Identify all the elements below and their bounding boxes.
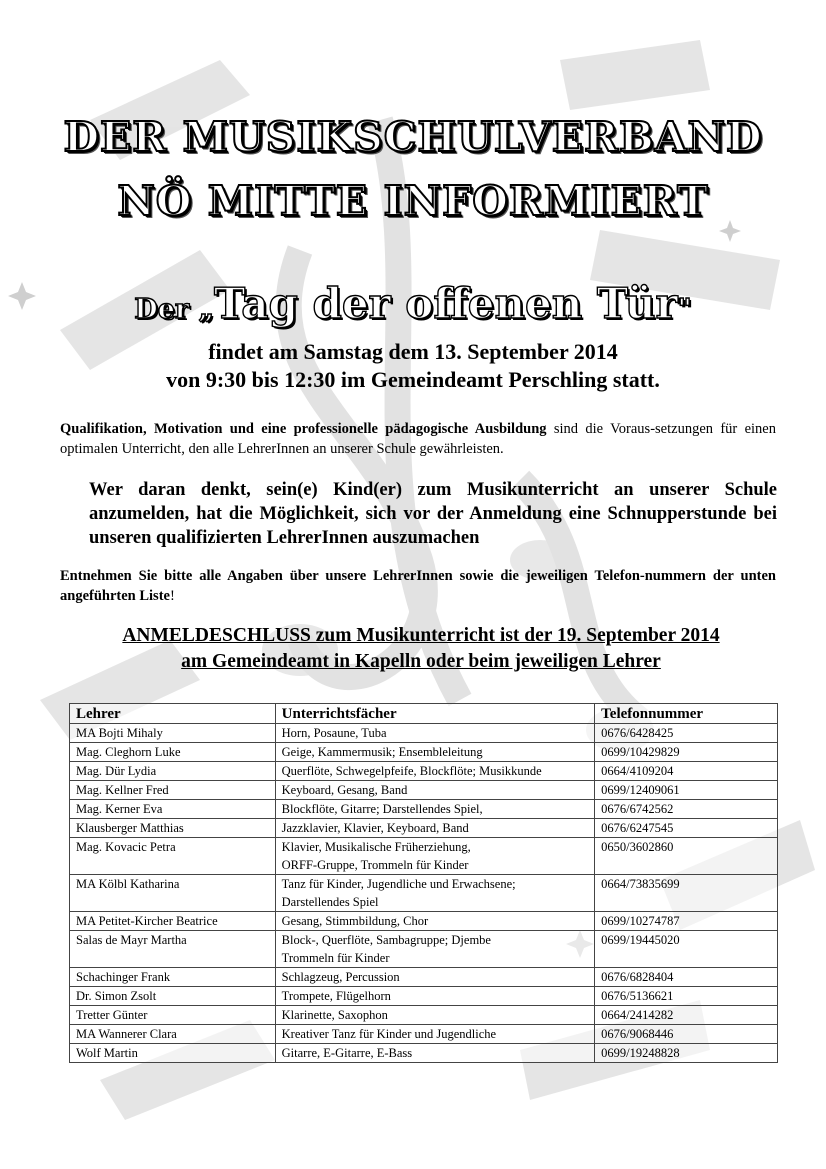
teacher-phone: 0699/19248828 bbox=[595, 1044, 778, 1063]
info-end: ! bbox=[169, 588, 175, 604]
teacher-subjects bbox=[275, 1044, 595, 1063]
teacher-phone: 0676/6247545 bbox=[595, 819, 778, 838]
table-row bbox=[70, 800, 778, 819]
teacher-name: Schachinger Frank bbox=[70, 968, 276, 987]
teacher-phone: 0676/6828404 bbox=[595, 968, 778, 987]
event-prefix: Der „ bbox=[134, 294, 215, 325]
teacher-phone: 0664/73835699 bbox=[595, 875, 778, 912]
teacher-name: Tretter Günter bbox=[70, 1006, 276, 1025]
subject-line: Blockflöte, Gitarre; Darstellendes Spiel, bbox=[281, 802, 483, 816]
intro-paragraph bbox=[60, 419, 776, 459]
info-text: Entnehmen Sie bitte alle Angaben über unsere LehrerInnen sowie die jeweiligen Telefon-nummern der unten angeführten Liste bbox=[60, 568, 776, 604]
intro-bold-text: Qualifikation, Motivation und eine professionelle pädagogische Ausbildung bbox=[60, 421, 547, 437]
subject-line: Kreativer Tanz für Kinder und Jugendliche bbox=[281, 1027, 497, 1041]
subject-line: Block-, Querflöte, Sambagruppe; Djembe bbox=[281, 933, 491, 947]
teacher-subjects bbox=[275, 912, 595, 931]
teacher-phone: 0699/19445020 bbox=[595, 931, 778, 968]
teacher-subjects bbox=[275, 724, 595, 743]
teacher-name: MA Wannerer Clara bbox=[70, 1025, 276, 1044]
event-date: findet am Samstag dem 13. September 2014 bbox=[208, 339, 618, 364]
event-time-location: von 9:30 bis 12:30 im Gemeindeamt Perschling statt. bbox=[166, 367, 660, 392]
table-row bbox=[70, 912, 778, 931]
subject-line: Klavier, Musikalische Früherziehung, bbox=[281, 840, 471, 854]
teacher-name: Mag. Kovacic Petra bbox=[70, 838, 276, 875]
subject-line: Horn, Posaune, Tuba bbox=[281, 726, 387, 740]
teacher-name: Mag. Cleghorn Luke bbox=[70, 743, 276, 762]
teacher-name: Salas de Mayr Martha bbox=[70, 931, 276, 968]
header-teacher: Lehrer bbox=[70, 704, 276, 724]
subject-line: Geige, Kammermusik; Ensembleleitung bbox=[281, 745, 483, 759]
table-row bbox=[70, 781, 778, 800]
teacher-phone: 0664/2414282 bbox=[595, 1006, 778, 1025]
deadline-line-1: ANMELDESCHLUSS zum Musikunterricht ist der 19. September 2014 bbox=[122, 625, 720, 646]
table-row bbox=[70, 968, 778, 987]
teacher-name: Dr. Simon Zsolt bbox=[70, 987, 276, 1006]
teacher-subjects bbox=[275, 875, 595, 912]
header-phone: Telefonnummer bbox=[595, 704, 778, 724]
event-heading bbox=[0, 279, 826, 328]
teacher-subjects bbox=[275, 838, 595, 875]
teacher-phone: 0699/10274787 bbox=[595, 912, 778, 931]
event-suffix: " bbox=[677, 294, 692, 325]
deadline-line-2: am Gemeindeamt in Kapelln oder beim jeweiligen Lehrer bbox=[181, 651, 661, 672]
subject-line: Gitarre, E-Gitarre, E-Bass bbox=[281, 1046, 413, 1060]
teacher-name: Mag. Dür Lydia bbox=[70, 762, 276, 781]
subject-line: Gesang, Stimmbildung, Chor bbox=[281, 914, 429, 928]
teacher-subjects bbox=[275, 762, 595, 781]
teacher-subjects bbox=[275, 1006, 595, 1025]
table-row bbox=[70, 838, 778, 875]
teacher-phone: 0676/9068446 bbox=[595, 1025, 778, 1044]
subject-line: Querflöte, Schwegelpfeife, Blockflöte; Musikkunde bbox=[281, 764, 542, 778]
event-name: Tag der offenen Tür bbox=[214, 279, 678, 328]
title-line-1: DER MUSIKSCHULVERBAND bbox=[63, 113, 763, 161]
table-row bbox=[70, 762, 778, 781]
subject-line: Tanz für Kinder, Jugendliche und Erwachsene; bbox=[281, 877, 516, 891]
teacher-phone: 0676/5136621 bbox=[595, 987, 778, 1006]
teacher-phone: 0676/6742562 bbox=[595, 800, 778, 819]
subject-line: ORFF-Gruppe, Trommeln für Kinder bbox=[281, 858, 469, 872]
table-header-row bbox=[70, 704, 778, 724]
teacher-name: MA Bojti Mihaly bbox=[70, 724, 276, 743]
intro-rest-text: sind die Voraus-setzungen für einen optimalen Unterricht, den alle LehrerInnen an unserer Schule gewährleisten. bbox=[60, 421, 776, 457]
teacher-subjects bbox=[275, 931, 595, 968]
subject-line: Jazzklavier, Klavier, Keyboard, Band bbox=[281, 821, 469, 835]
header-subjects: Unterrichtsfächer bbox=[275, 704, 595, 724]
info-paragraph bbox=[60, 566, 776, 606]
subject-line: Trommeln für Kinder bbox=[281, 951, 390, 965]
teacher-phone: 0650/3602860 bbox=[595, 838, 778, 875]
table-row bbox=[70, 1006, 778, 1025]
table-row bbox=[70, 1044, 778, 1063]
teacher-name: Mag. Kellner Fred bbox=[70, 781, 276, 800]
teacher-subjects bbox=[275, 1025, 595, 1044]
teacher-table bbox=[69, 703, 778, 1063]
subject-line: Keyboard, Gesang, Band bbox=[281, 783, 408, 797]
subject-line: Klarinette, Saxophon bbox=[281, 1008, 388, 1022]
table-row bbox=[70, 819, 778, 838]
teacher-table-body bbox=[70, 724, 778, 1063]
teacher-subjects bbox=[275, 819, 595, 838]
teacher-subjects bbox=[275, 968, 595, 987]
subject-line: Trompete, Flügelhorn bbox=[281, 989, 391, 1003]
table-row bbox=[70, 1025, 778, 1044]
teacher-subjects bbox=[275, 781, 595, 800]
table-row bbox=[70, 743, 778, 762]
table-row bbox=[70, 931, 778, 968]
teacher-name: MA Petitet-Kircher Beatrice bbox=[70, 912, 276, 931]
subject-line: Schlagzeug, Percussion bbox=[281, 970, 400, 984]
teacher-name: Mag. Kerner Eva bbox=[70, 800, 276, 819]
table-row bbox=[70, 724, 778, 743]
teacher-name: MA Kölbl Katharina bbox=[70, 875, 276, 912]
table-row bbox=[70, 987, 778, 1006]
teacher-phone: 0699/10429829 bbox=[595, 743, 778, 762]
teacher-subjects bbox=[275, 987, 595, 1006]
teacher-subjects bbox=[275, 800, 595, 819]
teacher-phone: 0664/4109204 bbox=[595, 762, 778, 781]
teacher-phone: 0699/12409061 bbox=[595, 781, 778, 800]
teacher-subjects bbox=[275, 743, 595, 762]
teacher-name: Wolf Martin bbox=[70, 1044, 276, 1063]
table-row bbox=[70, 875, 778, 912]
teacher-phone: 0676/6428425 bbox=[595, 724, 778, 743]
title-line-2: NÖ MITTE INFORMIERT bbox=[117, 177, 709, 225]
highlight-paragraph: Wer daran denkt, sein(e) Kind(er) zum Musikunterricht an unserer Schule anzumelden, hat die Möglichkeit, sich vor der Anmeldung eine Schnupperstunde bei unseren qualifizierten LehrerInnen auszumachen bbox=[89, 480, 777, 548]
teacher-name: Klausberger Matthias bbox=[70, 819, 276, 838]
subject-line: Darstellendes Spiel bbox=[281, 895, 379, 909]
